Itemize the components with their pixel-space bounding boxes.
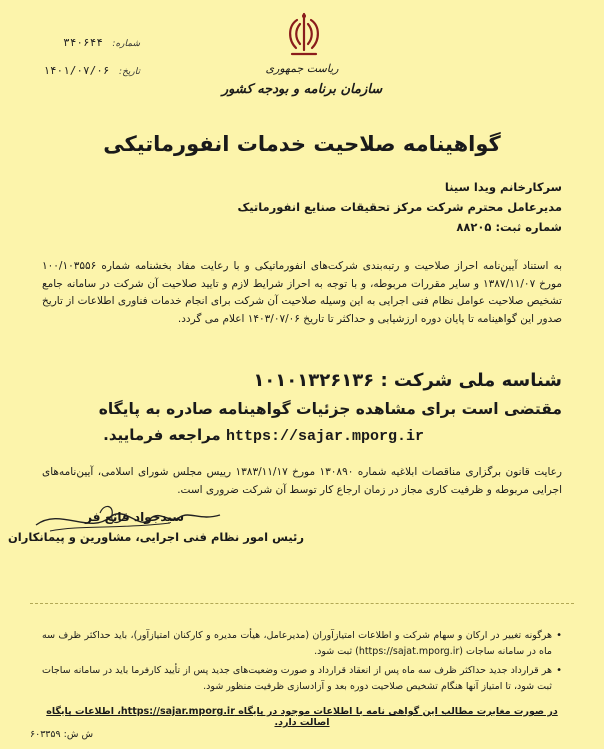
date-label: تاریخ: xyxy=(119,67,140,77)
national-id-value: ۱۰۱۰۱۳۲۶۱۳۶ xyxy=(253,370,375,391)
note-item: • هر قرارداد جدید حداکثر ظرف سه ماه پس از انعقاد قرارداد و صورت وضعیت‌های جدید پس از تأیید کارفرما باید در سامانه ساجات ثبت شود، تا امتیاز آنها هنگام تشخیص صلاحیت دوره بعد و آزادسازی ظرفیت منظور شود. xyxy=(42,663,562,695)
national-id xyxy=(42,370,562,391)
notes-list xyxy=(42,628,562,698)
org-name: سازمان برنامه و بودجه کشور xyxy=(221,82,383,97)
verify-suffix: مراجعه فرمایید. xyxy=(103,426,221,444)
recipient-name: سرکارخانم ویدا سینا xyxy=(444,180,562,194)
number-value: ۳۴۰۶۴۴ xyxy=(63,36,103,49)
date-value: ۱۴۰۱/۰۷/۰۶ xyxy=(43,64,110,77)
letter-number xyxy=(30,36,140,49)
note-item: • هرگونه تغییر در ارکان و سهام شرکت و اطلاعات امتیازآوران (مدیرعامل، هیأت مدیره و کارکنان امتیازآور)، باید حداکثر ظرف سه ماه در سامانه ساجات (https://sajat.mporg.ir) ثبت شود. xyxy=(42,628,562,660)
iran-emblem-icon xyxy=(282,10,326,60)
law-notice: رعایت قانون برگزاری مناقصات ابلاغیه شماره ۱۳۰۸۹۰ مورخ ۱۳۸۳/۱۱/۱۷ رییس مجلس شورای اسلامی، آیین‌نامه‌های اجرایی مربوطه و ظرفیت کاری مجاز در زمان ارجاع کار توسط آن شرکت ضروری است. xyxy=(42,466,562,496)
certificate-body: به استناد آیین‌نامه احراز صلاحیت و رتبه‌بندی شرکت‌های انفورماتیکی و با رعایت مفاد بخشنامه شماره ۱۰۰/۱۰۳۵۵۶ مورخ ۱۳۸۷/۱۱/۰۷ و سایر مقررات مربوطه، و با توجه به احراز شرایط لازم و تایید صلاحیت آن شرکت در سامانه جامع تشخیص صلاحیت عوامل نظام فنی اجرایی به این وسیله صلاحیت آن شرکت برای انجام خدمات فناوری اطلاعات از تاریخ صدور این گواهینامه تا پایان دوره ارزشیابی و حداکثر تا تاریخ ۱۴۰۳/۰۷/۰۶ اعلام می گردد. xyxy=(42,260,562,325)
signatory-name: سیدجواد قانع فر xyxy=(85,510,184,524)
handwritten-signature xyxy=(30,495,230,555)
authenticity-note-text: در صورت مغایرت مطالب این گواهی نامه با اطلاعات موجود در پایگاه https://sajar.mporg.ir، اطلاعات پایگاه اصالت دارد. xyxy=(46,706,558,728)
signatory-role: رئیس امور نظام فنی اجرایی، مشاورین و پیمانکاران xyxy=(7,530,304,544)
authenticity-note xyxy=(42,706,562,728)
recipient-title: مدیرعامل محترم شرکت مرکز تحقیقات صنایع انفورماتیک xyxy=(237,200,562,214)
verify-url-link[interactable]: https://sajar.mporg.ir xyxy=(225,428,424,445)
divider xyxy=(30,603,574,604)
verify-instruction: مقتضی است برای مشاهده جزئیات گواهینامه صادره به پایگاه xyxy=(98,400,562,418)
serial-number: ش ش: ۶۰۳۳۵۹ xyxy=(30,729,94,740)
org-president: ریاست جمهوری xyxy=(265,62,339,75)
national-id-label: شناسه ملی شرکت : xyxy=(380,370,562,391)
number-label: شماره: xyxy=(112,39,140,49)
registration-number: شماره ثبت: ۸۸۲۰۵ xyxy=(456,220,562,234)
verify-line2 xyxy=(103,426,424,445)
page-title: گواهینامه صلاحیت خدمات انفورماتیکی xyxy=(103,132,501,156)
